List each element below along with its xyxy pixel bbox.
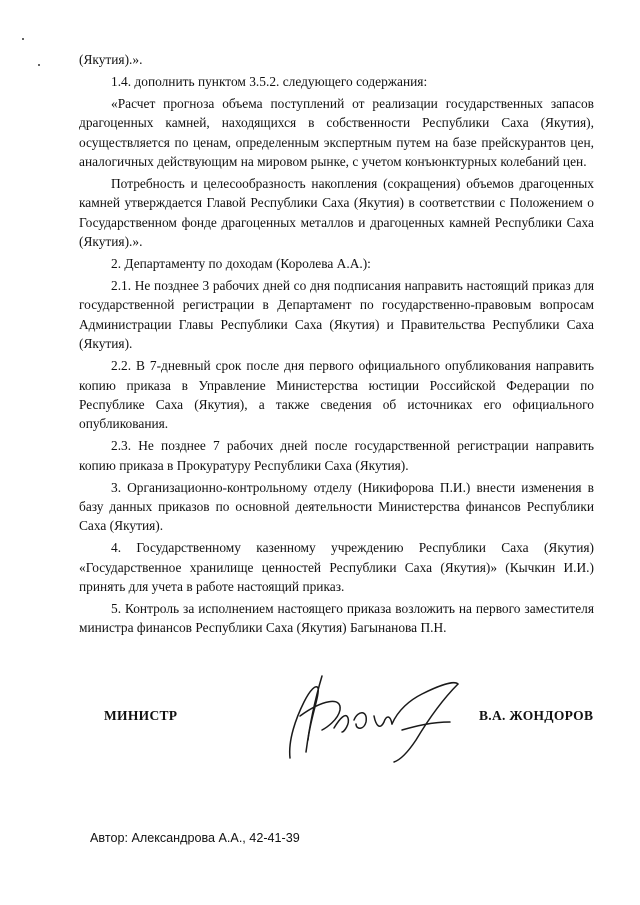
paragraph-2: 2. Департаменту по доходам (Королева А.А.): xyxy=(111,256,371,272)
paragraph-1-4: 1.4. дополнить пунктом 3.5.2. следующего содержания: xyxy=(111,73,428,89)
signatory-title: МИНИСТР xyxy=(104,708,178,723)
paragraph-3: 3. Организационно-контрольному отделу (Никифорова П.И.) внести изменения в базу данных приказов по основной деятельности Министерства финансов Республики Саха (Якутия). xyxy=(79,479,594,534)
handwritten-signature xyxy=(282,670,472,765)
paragraph-forecast: «Расчет прогноза объема поступлений от реализации государственных запасов драгоценных камней, находящихся в собственности Республики Саха (Якутия), осуществляется по ценам, определенным экспертным путем на базе прейскурантов цен, аналогичных действующим на мировом рынке, с учетом конъюнктурных колебаний цен. xyxy=(79,95,594,170)
paragraph-2-3: 2.3. Не позднее 7 рабочих дней после государственной регистрации направить копию приказа в Прокуратуру Республики Саха (Якутия). xyxy=(79,438,594,473)
paragraph-4: 4. Государственному казенному учреждению Республики Саха (Якутия) «Государственное хранилище ценностей Республики Саха (Якутия)» (Кычкин И.И.) принять для учета в работе настоящий приказ. xyxy=(79,540,594,595)
paragraph-2-2: 2.2. В 7-дневный срок после дня первого официального опубликования направить копию приказа в Управление Министерства юстиции Российской Федерации по Республике Саха (Якутия), а также сведения об источниках его официального опубликования. xyxy=(79,358,594,432)
paragraph-continuation: (Якутия).». xyxy=(79,52,143,67)
scan-speck xyxy=(38,64,40,66)
paragraph-need: Потребность и целесообразность накопления (сокращения) объемов драгоценных камней утверждается Главой Республики Саха (Якутия) в соответствии с Положением о Государственном фонде драгоценных металлов и драгоценных камней Республики Саха (Якутия).». xyxy=(79,175,594,250)
author-line: Автор: Александрова А.А., 42-41-39 xyxy=(90,831,300,845)
signature-block xyxy=(0,670,640,765)
paragraph-5: 5. Контроль за исполнением настоящего приказа возложить на первого заместителя министра финансов Республики Саха (Якутия) Багынанова П.Н. xyxy=(79,600,594,636)
scan-speck xyxy=(22,38,24,40)
signatory-name: В.А. ЖОНДОРОВ xyxy=(479,708,594,723)
document-body xyxy=(79,50,594,640)
paragraph-2-1: 2.1. Не позднее 3 рабочих дней со дня подписания направить настоящий приказ для государственной регистрации в Департамент по государственно-правовым вопросам Администрации Главы Республики Саха (Якутия) и Правительства Республики Саха (Якутия). xyxy=(79,277,594,352)
